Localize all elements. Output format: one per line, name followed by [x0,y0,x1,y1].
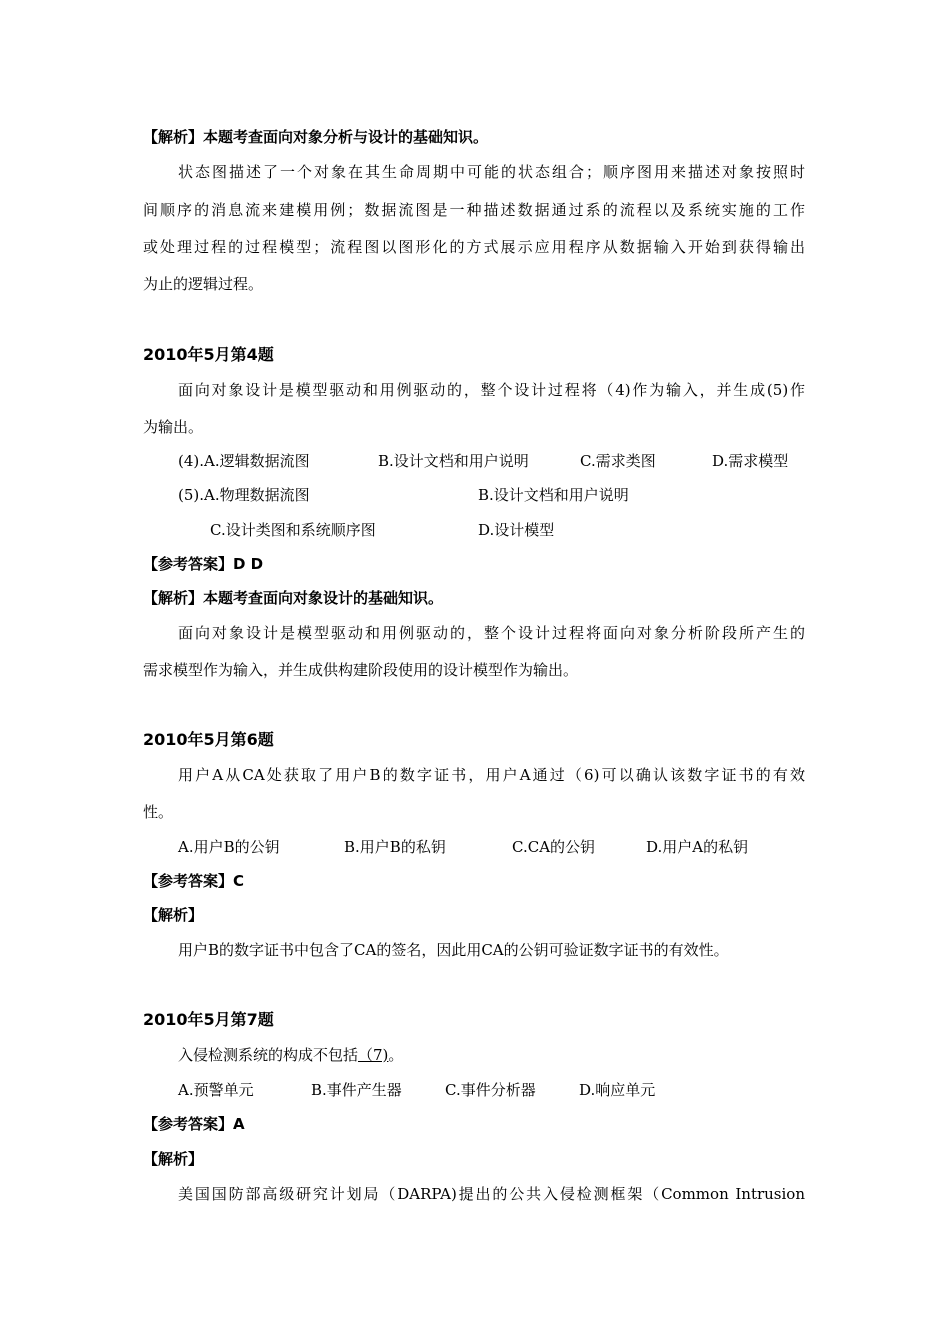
option-7a: A.预警单元 [178,1081,254,1099]
option-5b: B.设计文档和用户说明 [478,486,629,504]
question-title: 2010年5月第4题 [143,345,274,364]
option-5a: (5).A.物理数据流图 [178,486,310,504]
question-stem: 用户A从CA处获取了用户B的数字证书，用户A通过（6)可以确认该数字证书的有效 [178,766,805,784]
paragraph-line: 为止的逻辑过程。 [143,275,264,293]
option-7c: C.事件分析器 [445,1081,536,1099]
option-6a: A.用户B的公钥 [178,838,280,856]
question-stem: 性。 [143,803,174,821]
paragraph-line: 间顺序的消息流来建模用例；数据流图是一种描述数据通过系的流程以及系统实施的工作 [143,201,805,219]
answer-line: 【参考答案】A [143,1115,245,1133]
option-4b: B.设计文档和用户说明 [378,452,529,470]
stem-text-end: 。 [388,1046,404,1064]
answer-line: 【参考答案】C [143,872,245,890]
option-4d: D.需求模型 [712,452,789,470]
option-4c: C.需求类图 [580,452,656,470]
paragraph-line: 面向对象设计是模型驱动和用例驱动的，整个设计过程将面向对象分析阶段所产生的 [178,624,805,642]
analysis-heading: 【解析】 [143,906,204,924]
option-5d: D.设计模型 [478,521,555,539]
question-stem [178,1045,403,1065]
option-5c: C.设计类图和系统顺序图 [210,521,376,539]
question-stem: 为输出。 [143,418,204,436]
option-6b: B.用户B的私钥 [344,838,446,856]
answer-blank: （7) [358,1046,389,1064]
answer-line: 【参考答案】D D [143,555,264,573]
analysis-heading: 【解析】本题考查面向对象分析与设计的基础知识。 [143,128,489,146]
analysis-heading: 【解析】本题考查面向对象设计的基础知识。 [143,589,444,607]
option-7b: B.事件产生器 [311,1081,402,1099]
stem-text: 入侵检测系统的构成不包括 [178,1046,359,1064]
paragraph-line: 用户B的数字证书中包含了CA的签名，因此用CA的公钥可验证数字证书的有效性。 [178,941,729,959]
question-title: 2010年5月第7题 [143,1010,274,1029]
option-4a: (4).A.逻辑数据流图 [178,452,310,470]
question-title: 2010年5月第6题 [143,730,274,749]
option-6d: D.用户A的私钥 [646,838,749,856]
paragraph-line: 美国国防部高级研究计划局（DARPA)提出的公共入侵检测框架（Common Intrusion [178,1185,805,1203]
paragraph-line: 或处理过程的过程模型；流程图以图形化的方式展示应用程序从数据输入开始到获得输出 [143,238,805,256]
question-stem: 面向对象设计是模型驱动和用例驱动的，整个设计过程将（4)作为输入，并生成(5)作 [178,381,805,399]
option-7d: D.响应单元 [579,1081,656,1099]
paragraph-line: 需求模型作为输入，并生成供构建阶段使用的设计模型作为输出。 [143,661,579,679]
paragraph-line: 状态图描述了一个对象在其生命周期中可能的状态组合；顺序图用来描述对象按照时 [178,163,805,181]
analysis-heading: 【解析】 [143,1150,204,1168]
option-6c: C.CA的公钥 [512,838,596,856]
